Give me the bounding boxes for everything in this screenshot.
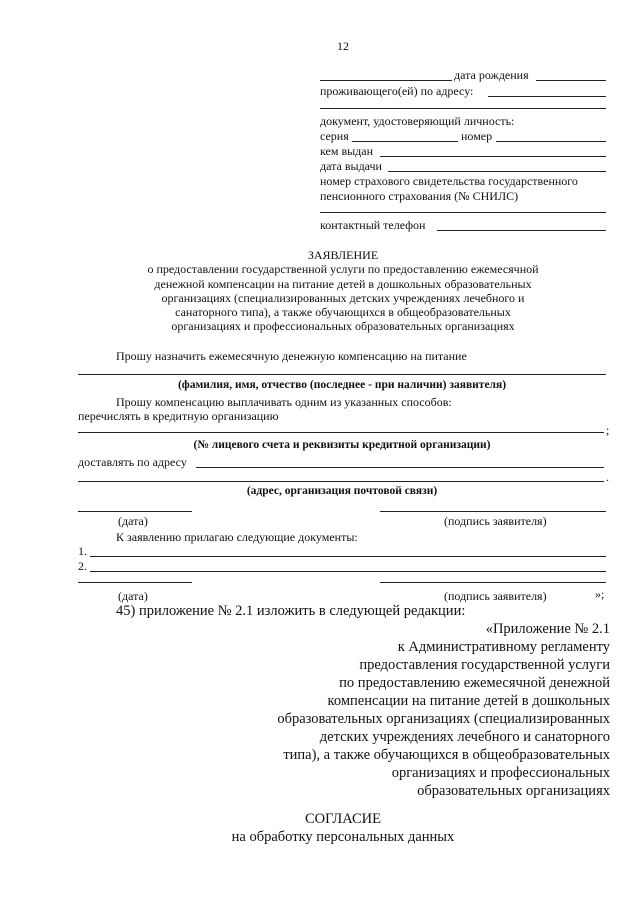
signature-line <box>380 511 606 512</box>
subtitle-line: организациях и профессиональных образовательных организациях <box>171 319 515 333</box>
semicolon: ; <box>606 423 610 437</box>
subtitle-line: денежной компенсации на питание детей в дошкольных образовательных <box>154 277 532 291</box>
issued-by-line <box>380 156 606 157</box>
appendix-line: предоставления государственной услуги <box>359 657 610 673</box>
phone-line <box>437 230 606 231</box>
issued-by-label: кем выдан <box>320 144 374 158</box>
identity-doc-label: документ, удостоверяющий личность: <box>320 114 515 128</box>
name-line <box>320 80 452 81</box>
subtitle-line: о предоставлении государственной услуги по предоставлению ежемесячной <box>147 262 539 276</box>
signature-caption: (подпись заявителя) <box>444 514 547 528</box>
series-label: серия <box>320 129 349 143</box>
appendix-line: образовательных организациях (специализированных <box>277 711 610 727</box>
date-caption: (дата) <box>118 514 148 528</box>
applicant-line <box>78 374 606 375</box>
application-title: ЗАЯВЛЕНИЕ <box>307 248 379 262</box>
appendix-line: образовательных организациях <box>417 783 610 799</box>
appendix-line: организациях и профессиональных <box>391 765 610 781</box>
closing-quote: »; <box>595 587 605 601</box>
address-line-1 <box>488 96 606 97</box>
appendix-line: по предоставлению ежемесячной денежной <box>339 675 610 691</box>
page-number: 12 <box>337 39 349 53</box>
amendment-point: 45) приложение № 2.1 изложить в следующей редакции: <box>116 603 466 619</box>
appendix-line: «Приложение № 2.1 <box>485 621 610 637</box>
address-line-2 <box>320 108 606 109</box>
snils-line <box>320 212 606 213</box>
issue-date-label: дата выдачи <box>320 159 382 173</box>
snils-label-1: номер страхового свидетельства государственного <box>320 174 578 188</box>
residing-label: проживающего(ей) по адресу: <box>320 84 474 98</box>
subtitle-line: санаторного типа), а также обучающихся в общеобразовательных <box>175 305 511 319</box>
period: . <box>606 470 609 484</box>
attach-line-2 <box>90 571 606 572</box>
appendix-line: типа), а также обучающихся в общеобразовательных <box>283 747 610 763</box>
signature-line-2 <box>380 582 606 583</box>
attach-item-1: 1. <box>78 544 87 558</box>
phone-label: контактный телефон <box>320 218 426 232</box>
deliver-line-2 <box>78 481 604 482</box>
series-line <box>352 141 458 142</box>
snils-label-2: пенсионного страхования (№ СНИЛС) <box>320 189 519 203</box>
subtitle-line: организациях (специализированных детских учреждениях лечебного и <box>161 291 525 305</box>
account-line <box>78 432 604 433</box>
birth-date-line <box>536 80 606 81</box>
consent-subtitle: на обработку персональных данных <box>231 829 455 845</box>
appendix-line: детских учреждениях лечебного и санаторного <box>319 729 610 745</box>
date-caption-2: (дата) <box>118 589 148 603</box>
attach-line-1 <box>90 556 606 557</box>
deliver-text: доставлять по адресу <box>78 455 187 469</box>
birth-date-label: дата рождения <box>454 68 529 82</box>
date-line-2 <box>78 582 192 583</box>
credit-org-text: перечислять в кредитную организацию <box>78 409 279 423</box>
applicant-caption: (фамилия, имя, отчество (последнее - при наличии) заявителя) <box>177 379 507 391</box>
number-label: номер <box>461 129 493 143</box>
account-caption: (№ лицевого счета и реквизиты кредитной организации) <box>193 439 491 451</box>
date-line <box>78 511 192 512</box>
consent-title: СОГЛАСИЕ <box>304 811 382 827</box>
appendix-line: к Административному регламенту <box>397 639 610 655</box>
request-text: Прошу назначить ежемесячную денежную компенсацию на питание <box>116 349 467 363</box>
number-line <box>496 141 606 142</box>
postal-caption: (адрес, организация почтовой связи) <box>246 485 438 497</box>
signature-caption-2: (подпись заявителя) <box>444 589 547 603</box>
issue-date-line <box>388 171 606 172</box>
pay-methods-text: Прошу компенсацию выплачивать одним из указанных способов: <box>116 395 452 409</box>
deliver-line-1 <box>196 467 604 468</box>
attach-item-2: 2. <box>78 559 87 573</box>
attach-text: К заявлению прилагаю следующие документы: <box>116 530 358 544</box>
appendix-line: компенсации на питание детей в дошкольных <box>327 693 610 709</box>
